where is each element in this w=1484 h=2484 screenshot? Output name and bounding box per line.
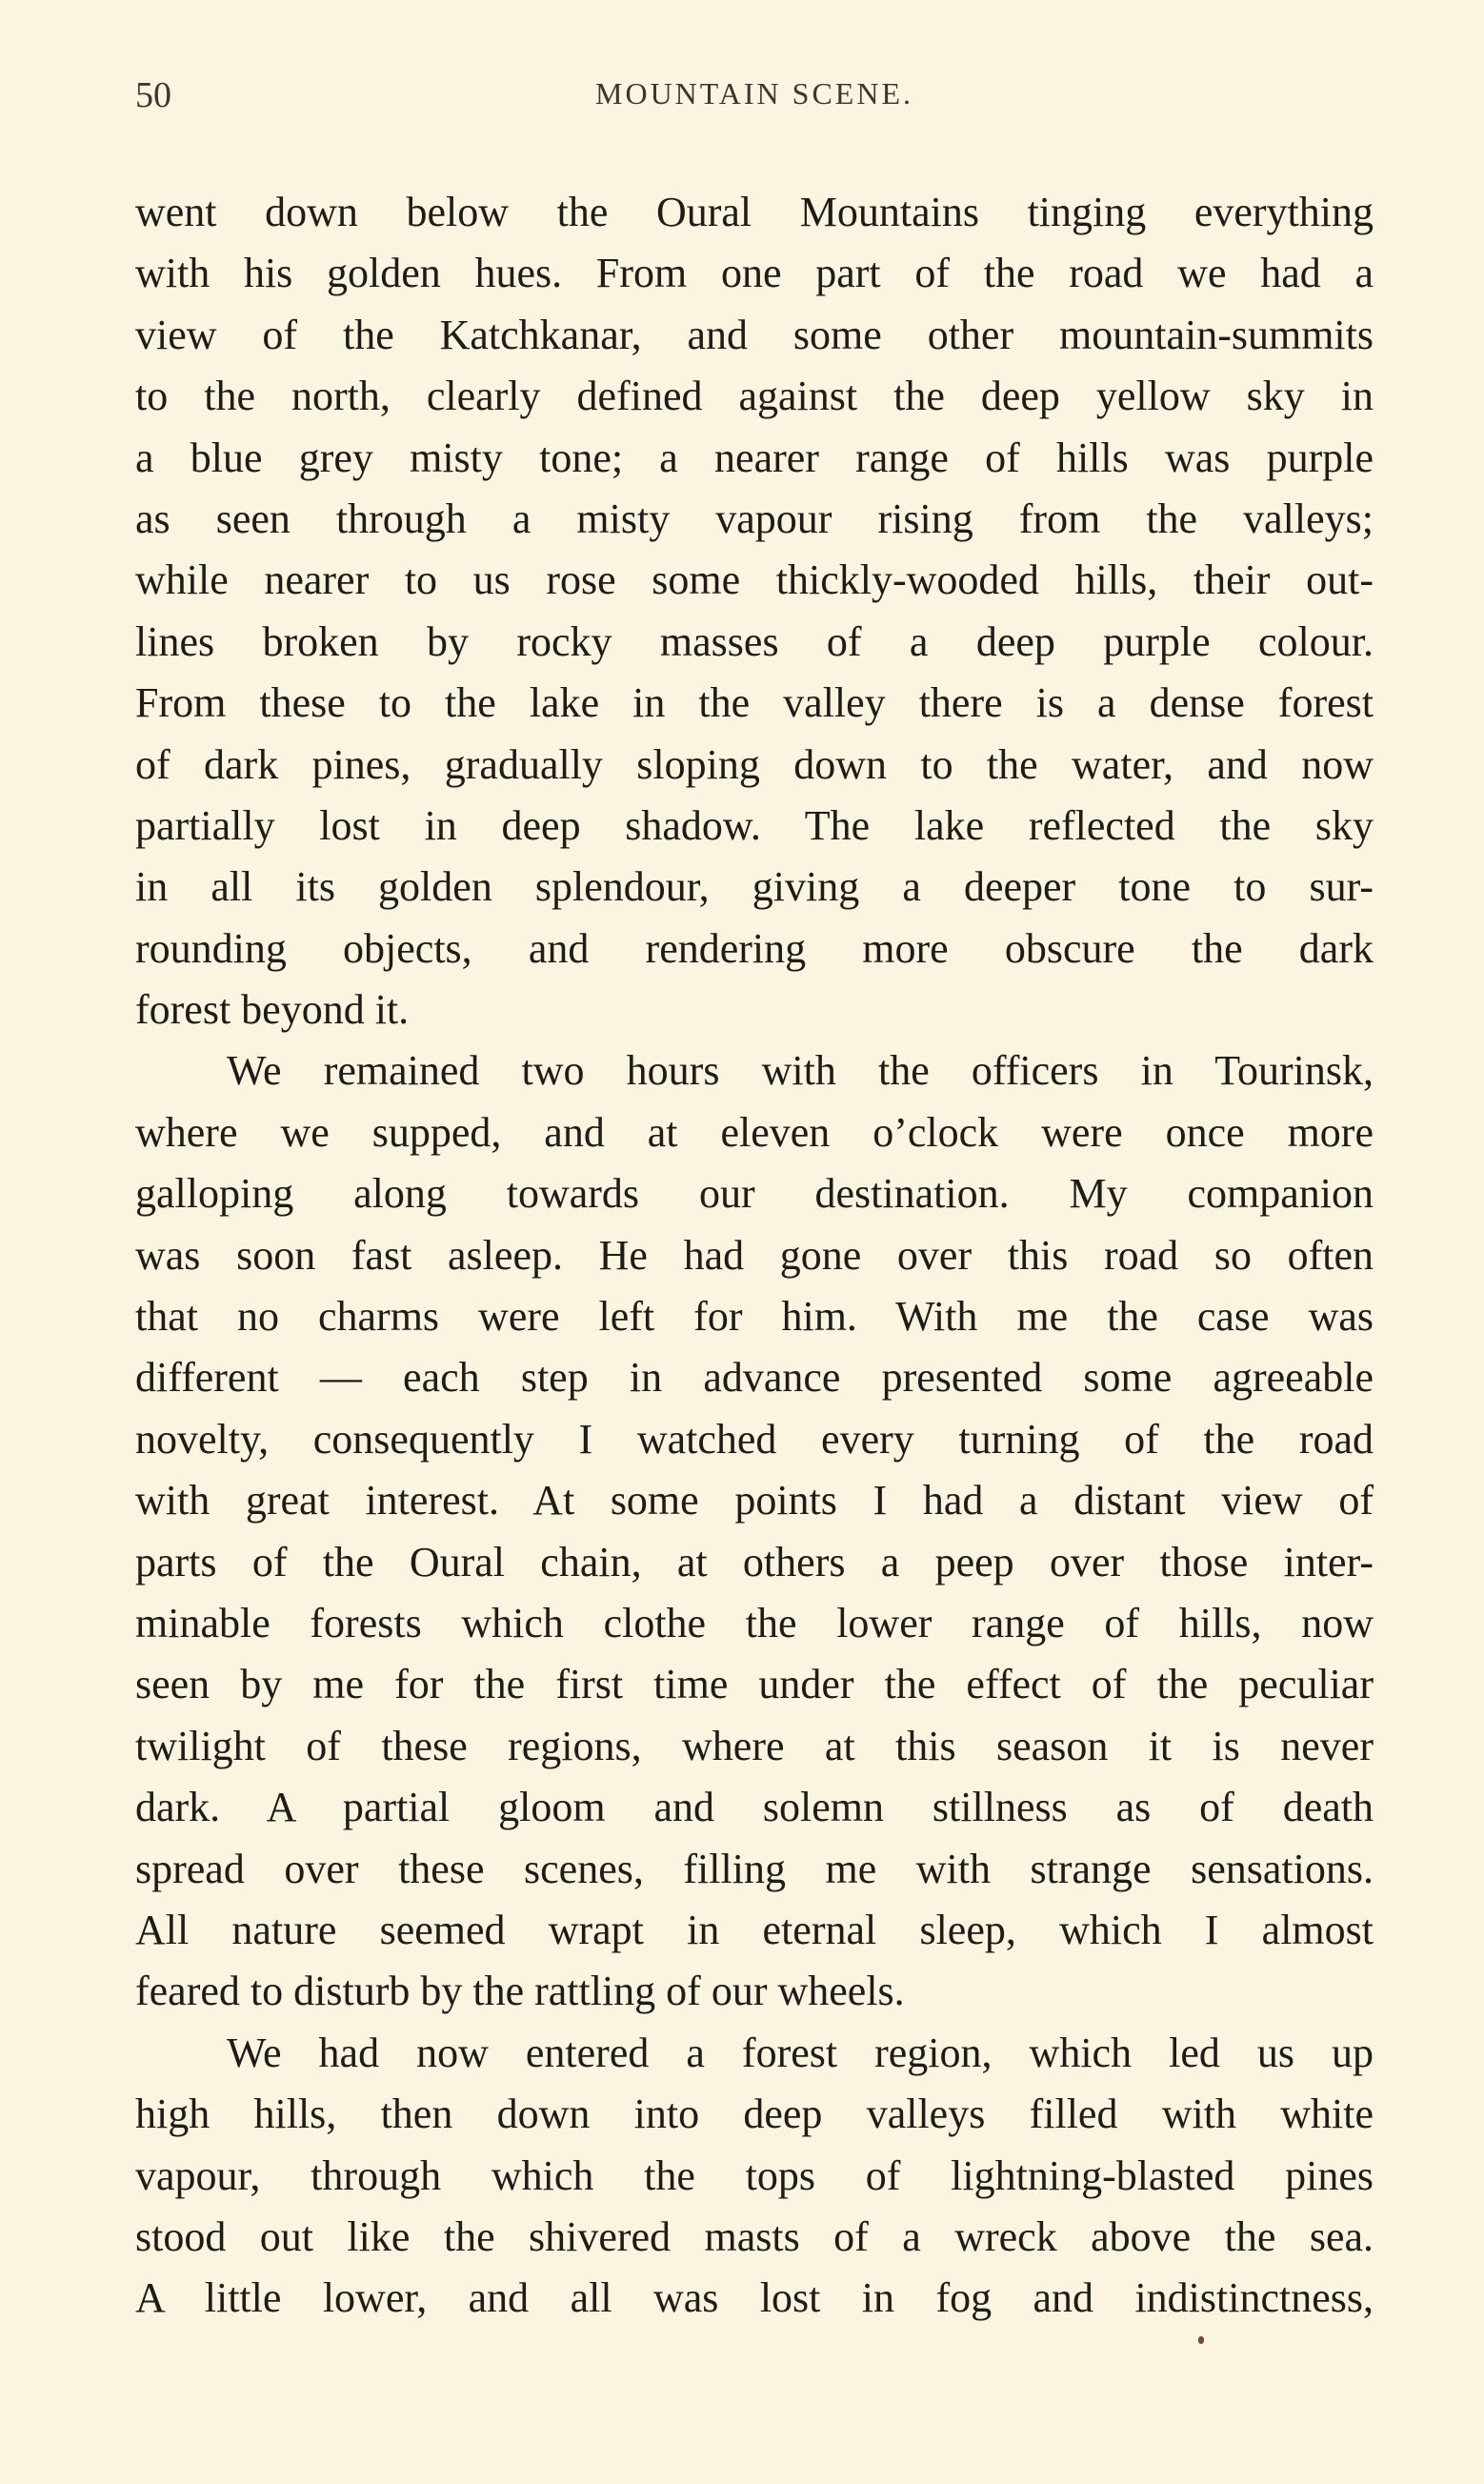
text-line: twilight of these regions, where at this season it is never <box>135 1722 1374 1769</box>
text-line: spread over these scenes, filling me with strange sensations. <box>135 1845 1374 1892</box>
text-line: novelty, consequently I watched every turning of the road <box>135 1415 1374 1463</box>
page-number: 50 <box>135 75 171 115</box>
text-line: a blue grey misty tone; a nearer range of hills was purple <box>135 434 1374 481</box>
running-head: MOUNTAIN SCENE. <box>595 76 913 111</box>
text-line: in all its golden splendour, giving a deeper tone to sur- <box>135 863 1374 911</box>
text-line: All nature seemed wrapt in eternal sleep, which I almost <box>135 1906 1374 1953</box>
body-text <box>135 182 1374 2330</box>
text-line: seen by me for the first time under the effect of the peculiar <box>135 1661 1374 1708</box>
text-line: to the north, clearly defined against the deep yellow sky in <box>135 373 1374 420</box>
text-line: view of the Katchkanar, and some other mountain-summits <box>135 311 1374 358</box>
text-line: was soon fast asleep. He had gone over this road so often <box>135 1231 1374 1279</box>
text-line: parts of the Oural chain, at others a peep over those inter- <box>135 1538 1374 1585</box>
text-line: feared to disturb by the rattling of our wheels. <box>135 1968 905 2015</box>
text-line: partially lost in deep shadow. The lake reflected the sky <box>135 801 1374 849</box>
text-line: vapour, through which the tops of lightning-blasted pines <box>135 2151 1374 2199</box>
text-line: galloping along towards our destination. My companion <box>135 1170 1374 1218</box>
text-line: with his golden hues. From one part of the road we had a <box>135 250 1374 297</box>
text-line: rounding objects, and rendering more obscure the dark <box>135 924 1374 972</box>
text-line: as seen through a misty vapour rising from the valleys; <box>135 495 1374 542</box>
text-line: went down below the Oural Mountains tinging everything <box>135 189 1374 235</box>
text-line: stood out like the shivered masts of a wreck above the sea. <box>135 2212 1374 2260</box>
text-line: that no charms were left for him. With me the case was <box>135 1293 1374 1341</box>
text-line: with great interest. At some points I had a distant view of <box>135 1477 1374 1525</box>
text-line: of dark pines, gradually sloping down to the water, and now <box>135 740 1374 788</box>
ink-speck <box>1198 2336 1204 2344</box>
text-line: high hills, then down into deep valleys filled with white <box>135 2090 1374 2138</box>
page-header <box>135 74 1374 131</box>
text-line: From these to the lake in the valley there is a dense forest <box>135 679 1374 727</box>
text-line: where we supped, and at eleven o’clock were once more <box>135 1108 1374 1156</box>
text-line: dark. A partial gloom and solemn stillness as of death <box>135 1784 1374 1831</box>
text-line: while nearer to us rose some thickly-wooded hills, their out- <box>135 556 1374 604</box>
text-line: We had now entered a forest region, which led us up <box>227 2029 1374 2076</box>
text-line: minable forests which clothe the lower range of hills, now <box>135 1599 1374 1646</box>
text-line: lines broken by rocky masses of a deep purple colour. <box>135 617 1374 665</box>
text-line: different — each step in advance presented some agreeable <box>135 1354 1374 1402</box>
text-line: forest beyond it. <box>135 986 410 1034</box>
text-line: A little lower, and all was lost in fog and indistinctness, <box>135 2274 1374 2322</box>
text-line: We remained two hours with the officers in Tourinsk, <box>227 1047 1374 1095</box>
